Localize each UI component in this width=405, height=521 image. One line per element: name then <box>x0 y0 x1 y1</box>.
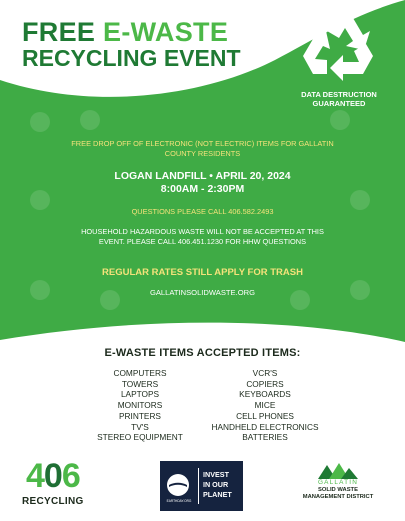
list-item: MICE <box>254 400 276 411</box>
recycle-icon <box>303 14 383 86</box>
earthday-slogan: INVEST IN OUR PLANET <box>203 470 232 499</box>
title-line-1 <box>22 17 272 47</box>
406-logo-word: RECYCLING <box>22 496 84 507</box>
list-item: PRINTERS <box>119 410 161 421</box>
questions-phone: QUESTIONS PLEASE CALL 406.582.2493 <box>131 207 274 216</box>
data-destruction-line-2: GUARANTEED <box>312 99 366 109</box>
406-logo-number: 406 <box>26 457 80 495</box>
list-item: CELL PHONES <box>236 410 294 421</box>
time-line: 8:00AM - 2:30PM <box>160 183 245 196</box>
accepted-list-left <box>75 368 205 443</box>
list-item: TOWERS <box>121 378 159 389</box>
hhw-notice: HOUSEHOLD HAZARDOUS WASTE WILL NOT BE ACCEPTED AT THIS EVENT. PLEASE CALL 406.451.1230 FOR HHW QUESTIONS <box>81 227 324 246</box>
list-item: VCR'S <box>252 368 278 378</box>
website-link[interactable]: GALLATINSOLIDWASTE.ORG <box>149 288 256 297</box>
earthday-divider <box>198 468 199 504</box>
accepted-items-title: E-WASTE ITEMS ACCEPTED ITEMS: <box>104 347 301 359</box>
title-free: FREE <box>22 17 96 47</box>
list-item: BATTERIES <box>242 432 288 443</box>
data-destruction-note <box>280 90 398 109</box>
earth-icon <box>166 473 190 497</box>
list-item: STEREO EQUIPMENT <box>97 432 183 443</box>
list-item: HANDHELD ELECTRONICS <box>211 421 319 432</box>
list-item: COPIERS <box>246 378 284 389</box>
list-item: KEYBOARDS <box>239 389 291 400</box>
earthday-logo <box>160 461 243 511</box>
gallatin-logo <box>298 461 378 513</box>
title-line-2: RECYCLING EVENT <box>22 44 241 71</box>
earthday-small-text: EARTHDAY.ORG <box>166 499 192 503</box>
rates-notice: REGULAR RATES STILL APPLY FOR TRASH <box>102 267 303 278</box>
location-date-time <box>0 170 405 196</box>
title-ewaste: E-WASTE <box>103 17 229 47</box>
accepted-list-right <box>200 368 330 443</box>
gallatin-subtitle: SOLID WASTE MANAGEMENT DISTRICT <box>302 487 374 500</box>
location-line: LOGAN LANDFILL • APRIL 20, 2024 <box>114 170 291 182</box>
gallatin-name: GALLATIN <box>317 479 359 486</box>
mountains-icon <box>318 461 358 479</box>
list-item: COMPUTERS <box>113 368 167 378</box>
event-title <box>22 17 272 71</box>
list-item: LAPTOPS <box>120 389 160 400</box>
406-recycling-logo <box>22 459 110 511</box>
list-item: TV'S <box>131 421 149 432</box>
data-destruction-line-1: DATA DESTRUCTION <box>301 90 377 99</box>
dropoff-text: FREE DROP OFF OF ELECTRONIC (NOT ELECTRIC) ITEMS FOR GALLATIN COUNTY RESIDENTS <box>71 139 334 158</box>
list-item: MONITORS <box>117 400 163 411</box>
